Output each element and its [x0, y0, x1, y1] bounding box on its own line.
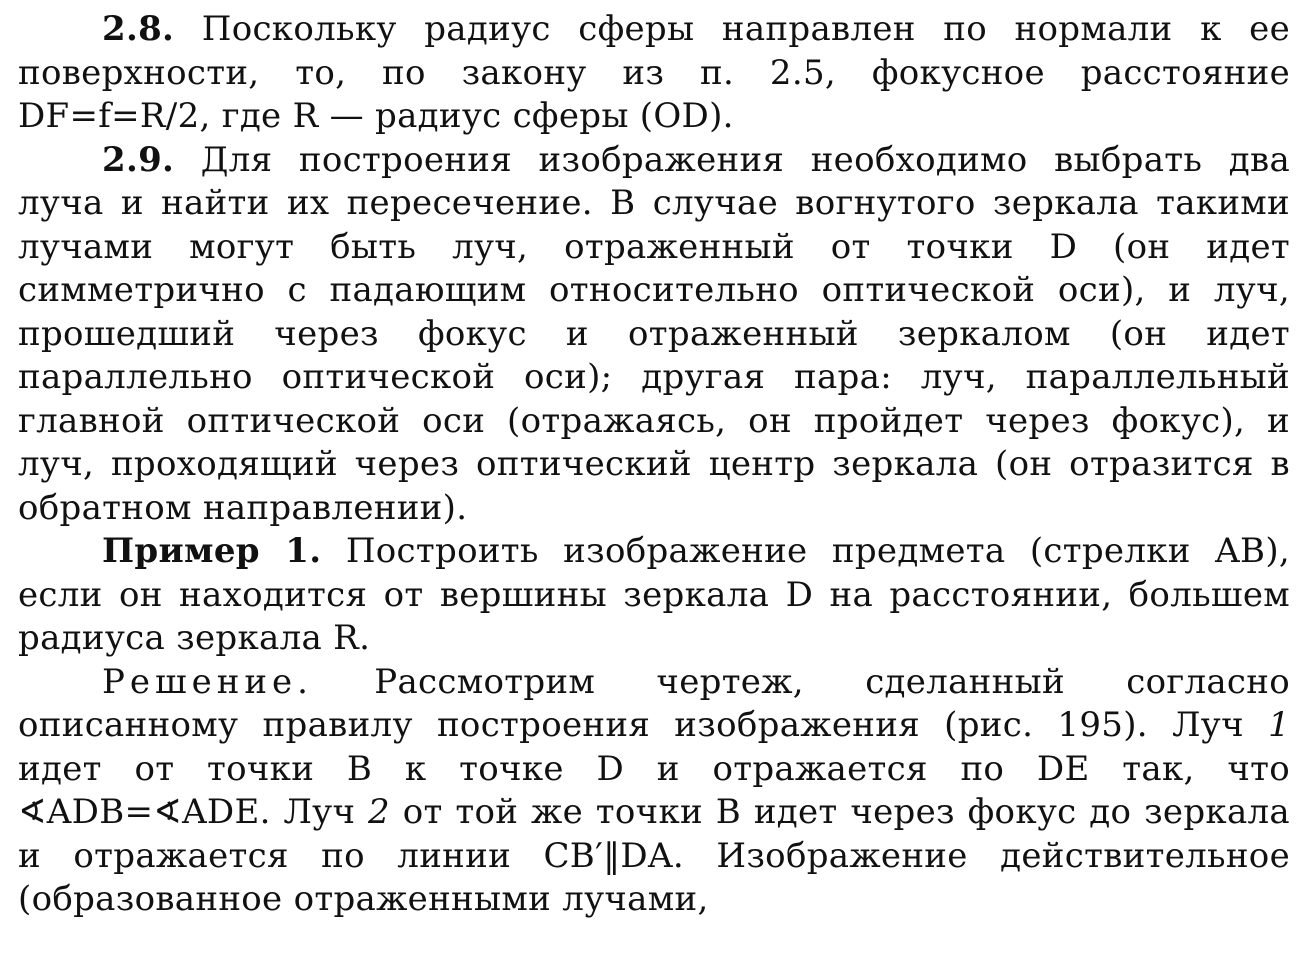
- example-label: Пример 1.: [102, 531, 322, 571]
- paragraph-number-2-9: 2.9.: [102, 139, 175, 180]
- paragraph-text-2-8: Поскольку радиус сферы направлен по нормали к ее поверхности, то, по закону из п. 2.5, фокусное расстояние DF=f=R/2, где R — радиус сферы (OD).: [18, 9, 1290, 136]
- ray-number-2: 2: [368, 792, 390, 832]
- example-text: Построить изображение предмета (стрелки AB), если он находится от вершины зеркала D на расстоянии, большем радиуса зеркала R.: [18, 531, 1290, 658]
- paragraph-text-2-9: Для построения изображения необходимо выбрать два луча и найти их пересечение. В случае вогнутого зеркала такими лучами могут быть луч, отраженный от точки D (он идет симметрично с падающим относительно оптической оси), и луч, прошедший через фокус и отраженный зеркалом (он идет параллельно оптической оси); другая пара: луч, параллельный главной оптической оси (отражаясь, он пройдет через фокус), и луч, проходящий через оптический центр зеркала (он отразится в обратном направлении).: [18, 139, 1291, 528]
- paragraph-2-9: [18, 139, 1290, 531]
- solution-text-part-3: от той же точки B идет через фокус до зеркала и отражается по линии CB′‖DA. Изображение действительное (образованное отраженными лучами,: [18, 792, 1290, 919]
- solution-text-part-2: идет от точки B к точке D и отражается по DE так, что ∢ADB=∢ADE. Луч: [18, 748, 1290, 832]
- solution-text-part-1: Рассмотрим чертеж, сделанный согласно описанному правилу построения изображения (рис. 195). Луч: [18, 661, 1291, 745]
- example-paragraph: [18, 530, 1290, 661]
- paragraph-number-2-8: 2.8.: [102, 9, 175, 49]
- solution-label: Решение.: [102, 661, 313, 702]
- paragraph-2-8: [18, 8, 1290, 139]
- solution-paragraph: [18, 661, 1290, 922]
- ray-number-1: 1: [1268, 705, 1291, 745]
